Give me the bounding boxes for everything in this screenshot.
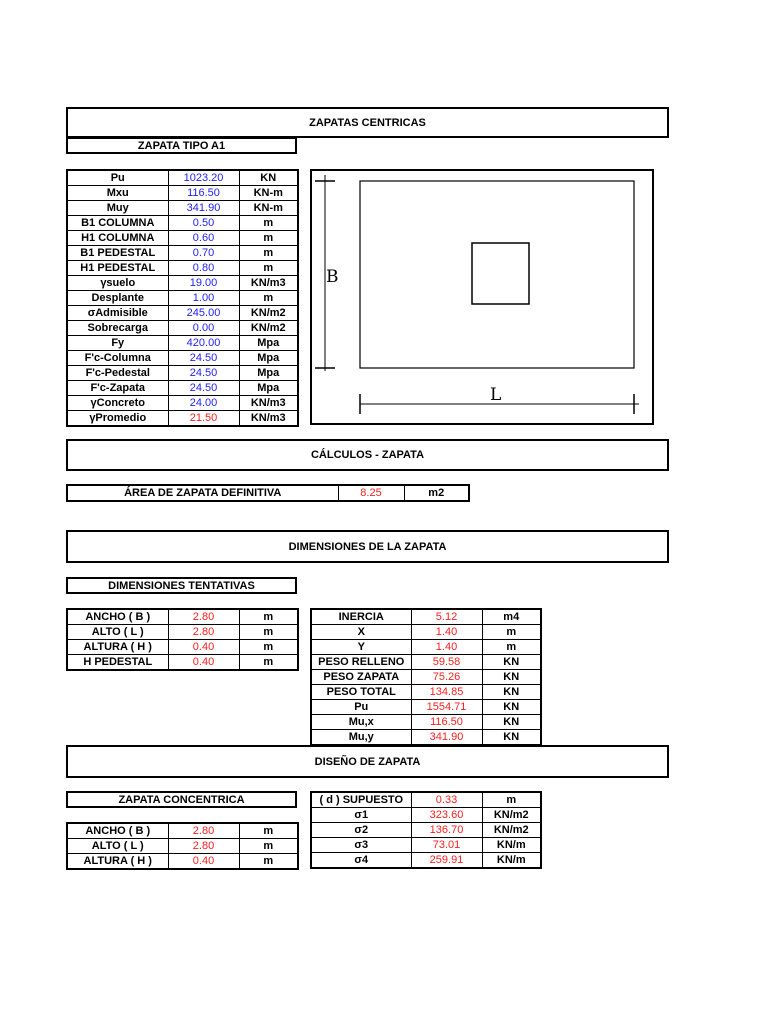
area-table	[66, 484, 470, 502]
title-banner	[66, 107, 669, 138]
input-row-label: H1 PEDESTAL	[67, 261, 168, 276]
property-row-unit: KN	[482, 700, 541, 715]
footing-diagram	[310, 169, 654, 425]
stress-row-unit: KN/m	[482, 838, 541, 853]
input-row	[67, 216, 298, 231]
concentric-table	[66, 822, 299, 870]
tentative-row-value: 2.80	[168, 625, 239, 640]
input-row-value: 0.80	[168, 261, 239, 276]
input-row-unit: m	[239, 261, 298, 276]
input-row-label: Sobrecarga	[67, 321, 168, 336]
input-row-label: γPromedio	[67, 411, 168, 427]
property-row-unit: m	[482, 640, 541, 655]
tentative-row-label: H PEDESTAL	[67, 655, 168, 671]
input-row	[67, 336, 298, 351]
property-row	[311, 685, 541, 700]
concentric-row-label: ALTO ( L )	[67, 839, 168, 854]
area-label: ÁREA DE ZAPATA DEFINITIVA	[67, 485, 338, 501]
input-row-value: 245.00	[168, 306, 239, 321]
input-row-label: B1 COLUMNA	[67, 216, 168, 231]
column-outline	[472, 243, 529, 304]
input-row-unit: KN-m	[239, 201, 298, 216]
property-row-label: PESO ZAPATA	[311, 670, 411, 685]
stress-row	[311, 792, 541, 808]
input-row-label: Mxu	[67, 186, 168, 201]
input-row-unit: m	[239, 246, 298, 261]
property-row	[311, 670, 541, 685]
tentative-row	[67, 609, 298, 625]
input-row-label: B1 PEDESTAL	[67, 246, 168, 261]
property-row-value: 1554.71	[411, 700, 482, 715]
input-row	[67, 306, 298, 321]
stress-row-label: σ1	[311, 808, 411, 823]
stress-row-value: 259.91	[411, 853, 482, 869]
concentric-title-box	[66, 791, 297, 808]
input-row-label: H1 COLUMNA	[67, 231, 168, 246]
property-row-unit: m4	[482, 609, 541, 625]
concentric-row-unit: m	[239, 854, 298, 870]
input-row	[67, 291, 298, 306]
property-row-unit: KN	[482, 670, 541, 685]
input-row	[67, 366, 298, 381]
tentative-table	[66, 608, 299, 671]
property-row-unit: KN	[482, 715, 541, 730]
property-row-value: 116.50	[411, 715, 482, 730]
tentative-title: DIMENSIONES TENTATIVAS	[108, 579, 255, 592]
input-row-value: 420.00	[168, 336, 239, 351]
stress-row-label: σ3	[311, 838, 411, 853]
page-title: ZAPATAS CENTRICAS	[309, 116, 426, 129]
input-row-unit: KN	[239, 170, 298, 186]
property-row-label: INERCIA	[311, 609, 411, 625]
input-row-value: 341.90	[168, 201, 239, 216]
input-row-unit: KN/m3	[239, 396, 298, 411]
input-row	[67, 276, 298, 291]
concentric-row	[67, 823, 298, 839]
footing-plan-svg	[312, 171, 652, 423]
property-row	[311, 730, 541, 746]
input-row-unit: m	[239, 216, 298, 231]
input-row-value: 21.50	[168, 411, 239, 427]
input-row-value: 0.70	[168, 246, 239, 261]
property-row-label: Mu,y	[311, 730, 411, 746]
input-row-value: 116.50	[168, 186, 239, 201]
input-row-unit: Mpa	[239, 351, 298, 366]
property-row	[311, 640, 541, 655]
concentric-row-label: ANCHO ( B )	[67, 823, 168, 839]
property-row-label: Mu,x	[311, 715, 411, 730]
design-title: DISEÑO DE ZAPATA	[314, 755, 421, 768]
stress-row-label: σ2	[311, 823, 411, 838]
stress-row-label: σ4	[311, 853, 411, 869]
subtitle-box	[66, 137, 297, 154]
tentative-row-value: 0.40	[168, 640, 239, 655]
area-unit: m2	[404, 485, 469, 501]
property-row-label: PESO RELLENO	[311, 655, 411, 670]
input-row-label: F'c-Pedestal	[67, 366, 168, 381]
property-row-value: 5.12	[411, 609, 482, 625]
property-row	[311, 655, 541, 670]
stress-table	[310, 791, 542, 869]
input-row-unit: Mpa	[239, 336, 298, 351]
input-row	[67, 261, 298, 276]
stress-row	[311, 853, 541, 869]
input-row-unit: KN/m3	[239, 276, 298, 291]
input-row-label: F'c-Zapata	[67, 381, 168, 396]
footing-type-label: ZAPATA TIPO A1	[137, 139, 226, 152]
calc-title: CÁLCULOS - ZAPATA	[310, 449, 425, 461]
input-row-label: Pu	[67, 170, 168, 186]
property-row	[311, 609, 541, 625]
input-row	[67, 411, 298, 427]
input-row-label: σAdmisible	[67, 306, 168, 321]
property-row-label: PESO TOTAL	[311, 685, 411, 700]
input-row	[67, 231, 298, 246]
concentric-row-value: 0.40	[168, 854, 239, 870]
property-row-unit: KN	[482, 685, 541, 700]
input-row-unit: KN/m3	[239, 411, 298, 427]
input-row-value: 1023.20	[168, 170, 239, 186]
stress-row	[311, 808, 541, 823]
input-row-label: Fy	[67, 336, 168, 351]
input-row-unit: m	[239, 231, 298, 246]
stress-row-value: 136.70	[411, 823, 482, 838]
tentative-row-label: ANCHO ( B )	[67, 609, 168, 625]
input-row	[67, 201, 298, 216]
property-row-label: Pu	[311, 700, 411, 715]
dims-banner	[66, 530, 669, 563]
tentative-row-value: 0.40	[168, 655, 239, 671]
tentative-row-label: ALTO ( L )	[67, 625, 168, 640]
property-row-value: 341.90	[411, 730, 482, 746]
input-row-unit: KN/m2	[239, 306, 298, 321]
input-row-value: 24.50	[168, 351, 239, 366]
stress-row	[311, 838, 541, 853]
concentric-row	[67, 839, 298, 854]
input-row-value: 0.50	[168, 216, 239, 231]
stress-row-value: 323.60	[411, 808, 482, 823]
b-label: B	[326, 267, 339, 287]
tentative-row-unit: m	[239, 640, 298, 655]
input-row-unit: KN-m	[239, 186, 298, 201]
input-row-unit: m	[239, 291, 298, 306]
input-row	[67, 321, 298, 336]
stress-row	[311, 823, 541, 838]
tentative-row	[67, 655, 298, 671]
property-row-unit: m	[482, 625, 541, 640]
input-row-label: Desplante	[67, 291, 168, 306]
design-banner	[66, 745, 669, 778]
stress-row-value: 0.33	[411, 792, 482, 808]
footing-outline	[360, 181, 634, 368]
stress-row-unit: KN/m2	[482, 808, 541, 823]
input-row	[67, 246, 298, 261]
tentative-title-box	[66, 577, 297, 594]
tentative-row-label: ALTURA ( H )	[67, 640, 168, 655]
property-row-unit: KN	[482, 730, 541, 746]
input-row-unit: Mpa	[239, 381, 298, 396]
property-row	[311, 700, 541, 715]
property-row-unit: KN	[482, 655, 541, 670]
stress-row-unit: KN/m2	[482, 823, 541, 838]
input-row-value: 1.00	[168, 291, 239, 306]
tentative-row	[67, 640, 298, 655]
input-row	[67, 351, 298, 366]
input-row-label: Muy	[67, 201, 168, 216]
property-row	[311, 625, 541, 640]
input-row-unit: KN/m2	[239, 321, 298, 336]
input-row-unit: Mpa	[239, 366, 298, 381]
input-row-label: γsuelo	[67, 276, 168, 291]
property-row-value: 59.58	[411, 655, 482, 670]
input-row-label: F'c-Columna	[67, 351, 168, 366]
stress-row-unit: m	[482, 792, 541, 808]
input-row-value: 0.60	[168, 231, 239, 246]
concentric-title: ZAPATA CONCENTRICA	[118, 793, 245, 806]
tentative-row-value: 2.80	[168, 609, 239, 625]
calc-banner	[66, 439, 669, 471]
input-row-value: 24.00	[168, 396, 239, 411]
input-row	[67, 170, 298, 186]
input-row	[67, 186, 298, 201]
concentric-row-value: 2.80	[168, 823, 239, 839]
property-row	[311, 715, 541, 730]
concentric-row-label: ALTURA ( H )	[67, 854, 168, 870]
tentative-row	[67, 625, 298, 640]
stress-row-unit: KN/m	[482, 853, 541, 869]
input-row-label: γConcreto	[67, 396, 168, 411]
input-row-value: 24.50	[168, 381, 239, 396]
input-row-value: 24.50	[168, 366, 239, 381]
concentric-row-unit: m	[239, 839, 298, 854]
property-row-label: X	[311, 625, 411, 640]
input-row	[67, 381, 298, 396]
concentric-row-unit: m	[239, 823, 298, 839]
stress-row-label: ( d ) SUPUESTO	[311, 792, 411, 808]
l-label: L	[490, 385, 502, 405]
input-row-value: 19.00	[168, 276, 239, 291]
inputs-table	[66, 169, 299, 427]
property-row-value: 1.40	[411, 640, 482, 655]
property-row-value: 134.85	[411, 685, 482, 700]
tentative-row-unit: m	[239, 655, 298, 671]
tentative-row-unit: m	[239, 625, 298, 640]
input-row	[67, 396, 298, 411]
property-row-label: Y	[311, 640, 411, 655]
dims-title: DIMENSIONES DE LA ZAPATA	[288, 540, 447, 553]
property-row-value: 75.26	[411, 670, 482, 685]
area-value: 8.25	[338, 485, 404, 501]
input-row-value: 0.00	[168, 321, 239, 336]
concentric-row-value: 2.80	[168, 839, 239, 854]
tentative-row-unit: m	[239, 609, 298, 625]
properties-table	[310, 608, 542, 746]
stress-row-value: 73.01	[411, 838, 482, 853]
concentric-row	[67, 854, 298, 870]
property-row-value: 1.40	[411, 625, 482, 640]
